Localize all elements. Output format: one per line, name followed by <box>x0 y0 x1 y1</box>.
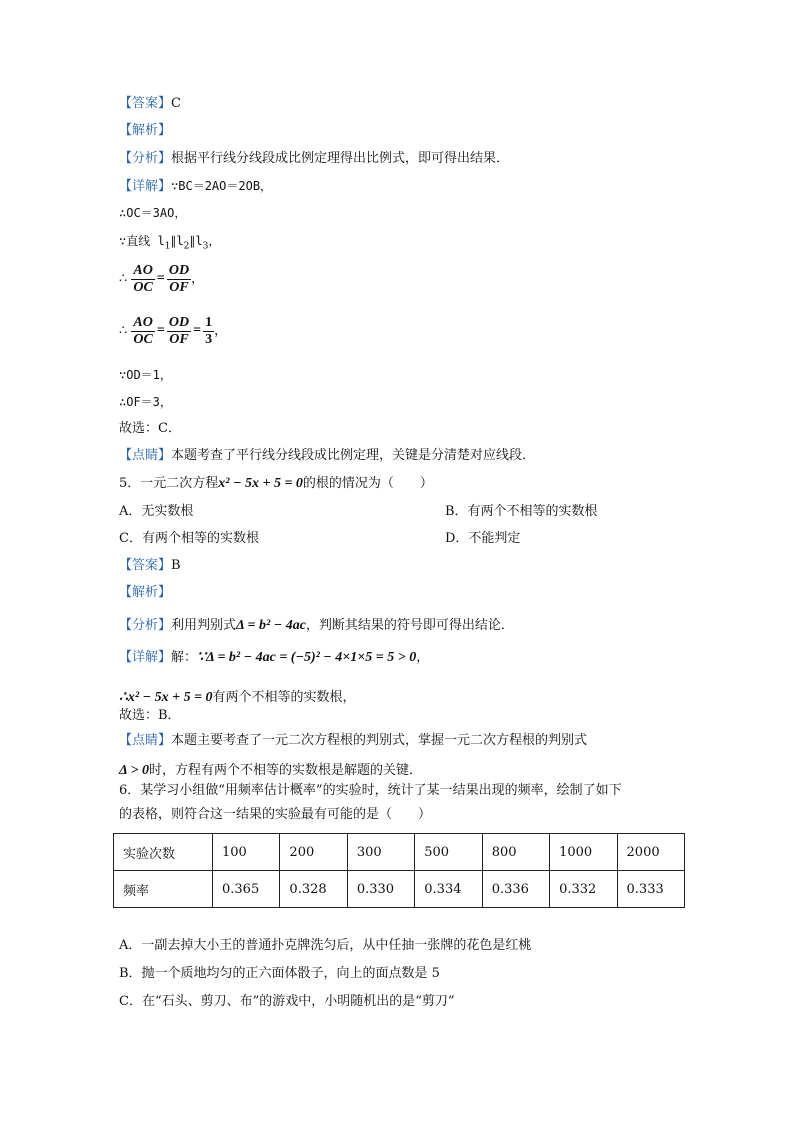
q5-option-b: B．有两个不相等的实数根 <box>445 504 598 519</box>
dianjing-tag: 【点睛】 <box>119 448 172 463</box>
q6-option-c: C．在“石头、剪刀、布”的游戏中，小明随机出的是“剪刀” <box>119 994 455 1009</box>
table-cell: 0.332 <box>550 871 617 908</box>
table-cell: 800 <box>482 834 549 871</box>
ratio-line-2: ∴ $\frac{AO}{OC}$ = $\frac{OD}{OF}$ = $\frac{1}{3}$ ， <box>119 314 228 347</box>
row-header-frequency: 频率 <box>114 871 213 908</box>
table-cell: 200 <box>280 834 347 871</box>
q6-option-b: B．抛一个质地均匀的正六面体骰子，向上的面点数是 5 <box>119 966 440 981</box>
q5-calculation: ∵Δ = b² − 4ac = (−5)² − 4×1×5 = 5 > 0 <box>197 650 417 665</box>
q6-option-a: A．一副去掉大小王的普通扑克牌洗匀后，从中任抽一张牌的花色是红桃 <box>119 938 532 953</box>
table-cell: 0.365 <box>213 871 280 908</box>
q5-dianjing-line-2: Δ > 0时，方程有两个不相等的实数根是解题的关键． <box>119 763 422 778</box>
table-cell: 0.328 <box>280 871 347 908</box>
step-2: ∴OC＝3AO， <box>119 206 187 220</box>
q5-xiangjie-line: 【详解】解：∵Δ = b² − 4ac = (−5)² − 4×1×5 = 5 > 0， <box>119 650 430 665</box>
table-cell: 300 <box>347 834 414 871</box>
step-6: ∵OD＝1， <box>119 368 172 382</box>
q6-stem-line-2: 的表格，则符合这一结果的实验最有可能的是（ ） <box>119 807 432 822</box>
q5-option-a: A．无实数根 <box>119 504 194 519</box>
table-row-frequencies <box>114 871 685 908</box>
table-cell: 1000 <box>550 834 617 871</box>
table-cell: 500 <box>415 834 482 871</box>
answer-value: C <box>171 96 181 111</box>
fraction-ao-oc: $\frac{AO}{OC}$ <box>133 262 153 295</box>
table-cell: 0.336 <box>482 871 549 908</box>
table-cell: 100 <box>213 834 280 871</box>
fraction-od-of-2: $\frac{OD}{OF}$ <box>168 314 190 347</box>
step-1: ∵BC＝2AO＝2OB， <box>171 179 273 193</box>
q5-conclusion: ∴x² − 5x + 5 = 0有两个不相等的实数根， <box>119 690 356 705</box>
therefore-symbol: ∴ <box>119 271 128 287</box>
q5-choose: 故选：B． <box>119 708 181 723</box>
table-cell: 2000 <box>617 834 684 871</box>
xiangjie-line <box>119 177 272 196</box>
step-7: ∴OF＝3， <box>119 395 172 409</box>
xiangjie-tag: 【详解】 <box>119 179 172 194</box>
fenxi-text: 根据平行线分线段成比例定理得出比例式，即可得出结果． <box>171 151 510 166</box>
q5-analysis-tag: 【解析】 <box>119 585 172 600</box>
q6-stem-line-1: 6．某学习小组做“用频率估计概率”的实验时，统计了某一结果出现的频率，绘制了如下 <box>119 783 622 798</box>
row-header-counts: 实验次数 <box>114 834 213 871</box>
frequency-table <box>113 833 685 908</box>
dianjing-line <box>119 447 535 465</box>
q5-stem: 5．一元二次方程x² − 5x + 5 = 0的根的情况为（ ） <box>119 476 433 491</box>
fraction-ao-oc-2: $\frac{AO}{OC}$ <box>133 314 153 347</box>
q5-answer-line: 【答案】B <box>119 558 181 573</box>
q5-option-d: D．不能判定 <box>445 531 521 546</box>
fenxi-line <box>119 150 509 168</box>
q5-answer-value: B <box>171 558 181 573</box>
q5-fenxi-line: 【分析】利用判别式Δ = b² − 4ac，判断其结果的符号即可得出结论． <box>119 618 514 633</box>
dianjing-text: 本题考查了平行线分线段成比例定理，关键是分清楚对应线段． <box>171 448 536 463</box>
ratio-line-1: ∴ $\frac{AO}{OC}$ = $\frac{OD}{OF}$ ， <box>119 262 205 295</box>
table-cell: 0.333 <box>617 871 684 908</box>
fraction-od-of: $\frac{OD}{OF}$ <box>168 262 190 295</box>
answer-tag: 【答案】 <box>119 96 172 111</box>
choose-line: 故选：C． <box>119 421 181 436</box>
q5-dianjing-line: 【点睛】本题主要考查了一元二次方程根的判别式，掌握一元二次方程根的判别式 <box>119 733 588 748</box>
q5-option-c: C．有两个相等的实数根 <box>119 531 259 546</box>
table-cell: 0.334 <box>415 871 482 908</box>
table-row-counts <box>114 834 685 871</box>
fraction-one-third: $\frac{1}{3}$ <box>205 314 213 347</box>
step-3: ∵直线 $l_1\parallel l_2\parallel l_3$， <box>119 234 221 252</box>
analysis-tag-text: 【解析】 <box>119 123 172 138</box>
answer-line <box>119 95 181 113</box>
q5-discriminant: Δ = b² − 4ac <box>236 618 306 633</box>
q5-equation: x² − 5x + 5 = 0 <box>218 476 303 491</box>
fenxi-tag: 【分析】 <box>119 151 172 166</box>
table-cell: 0.330 <box>347 871 414 908</box>
analysis-tag <box>119 122 171 140</box>
